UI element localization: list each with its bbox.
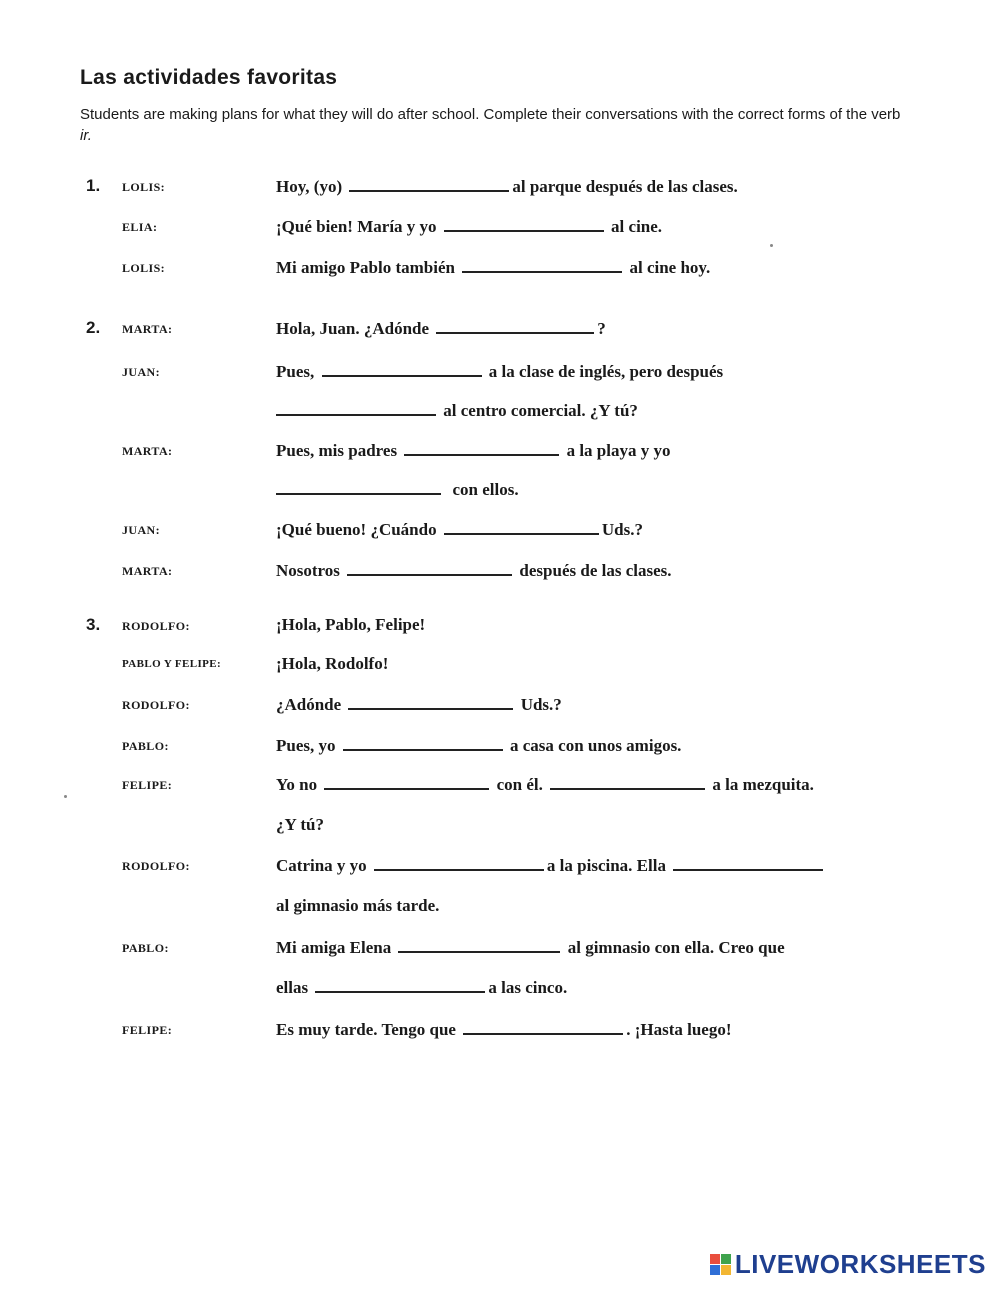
line-text: a la piscina. Ella (546, 856, 666, 875)
line-text: Es muy tarde. Tengo que (276, 1020, 456, 1039)
line-text: Mi amiga Elena (276, 938, 392, 957)
dialogue-row (0, 519, 1000, 549)
dialogue-line (276, 318, 606, 339)
speaker-label: PABLO Y FELIPE: (122, 658, 222, 670)
answer-blank[interactable] (315, 977, 485, 993)
speaker-label: MARTA: (122, 322, 173, 336)
dialogue-row (0, 318, 1000, 348)
dialogue-line: ¡Hola, Pablo, Felipe! (276, 615, 426, 634)
answer-blank[interactable] (324, 774, 489, 790)
answer-blank[interactable] (343, 735, 503, 751)
answer-blank[interactable] (463, 1019, 623, 1035)
logo-text: LIVEWORKSHEETS (734, 1249, 986, 1279)
dialogue-row (0, 694, 1000, 724)
line-text: Pues, mis padres (276, 441, 398, 460)
line-text: después de las clases. (519, 561, 672, 580)
line-text: ? (597, 319, 606, 338)
speaker-label: FELIPE: (122, 1023, 173, 1037)
answer-blank[interactable] (322, 361, 482, 377)
line-text: a la clase de inglés, pero después (488, 362, 724, 381)
line-text: ellas (276, 978, 309, 997)
speaker-label: LOLIS: (122, 180, 166, 194)
dialogue-row (0, 774, 1000, 804)
logo-square (710, 1265, 720, 1275)
line-text: al parque después de las clases. (512, 177, 738, 196)
answer-blank[interactable] (673, 855, 823, 871)
dialogue-row (0, 855, 1000, 885)
dialogue-row (0, 615, 1000, 645)
dialogue-line: ¡Hola, Rodolfo! (276, 654, 389, 673)
dialogue-row (0, 654, 1000, 684)
line-text: Mi amigo Pablo también (276, 258, 455, 277)
line-text: al gimnasio con ella. Creo que (567, 938, 785, 957)
page-title: Las actividades favoritas (80, 66, 338, 89)
dialogue-row (0, 1019, 1000, 1049)
dialogue-row (0, 815, 1000, 845)
speaker-label: MARTA: (122, 564, 173, 578)
dialogue-row (0, 896, 1000, 926)
dialogue-row (0, 176, 1000, 206)
dialogue-line (276, 216, 662, 237)
line-text: Hola, Juan. ¿Adónde (276, 319, 430, 338)
dialogue-line (276, 694, 562, 715)
dialogue-line (276, 560, 672, 581)
logo-icon (710, 1254, 731, 1275)
answer-blank[interactable] (347, 560, 512, 576)
instructions (80, 104, 910, 146)
dialogue-row (0, 400, 1000, 430)
section-number: 2. (86, 318, 101, 337)
answer-blank[interactable] (349, 176, 509, 192)
line-text: Nosotros (276, 561, 340, 580)
answer-blank[interactable] (462, 257, 622, 273)
line-text: a la mezquita. (712, 775, 814, 794)
line-text: Pues, (276, 362, 315, 381)
speaker-label: RODOLFO: (122, 859, 190, 873)
scan-speck (770, 244, 773, 247)
dialogue-row (0, 735, 1000, 765)
logo-square (721, 1265, 731, 1275)
dialogue-row (0, 440, 1000, 470)
line-text: a las cinco. (488, 978, 568, 997)
dialogue-line: ¿Y tú? (276, 815, 325, 834)
answer-blank[interactable] (276, 400, 436, 416)
line-text: con ellos. (452, 480, 519, 499)
dialogue-line (276, 479, 519, 500)
speaker-label: JUAN: (122, 523, 160, 537)
answer-blank[interactable] (550, 774, 705, 790)
logo-square (710, 1254, 720, 1264)
dialogue-row (0, 977, 1000, 1007)
answer-blank[interactable] (404, 440, 559, 456)
line-text: Uds.? (520, 695, 562, 714)
dialogue-line (276, 400, 638, 421)
speaker-label: LOLIS: (122, 261, 166, 275)
dialogue-line (276, 977, 567, 998)
instructions-text: Students are making plans for what they will do after school. Complete their conversations with the correct forms of the verb (80, 106, 901, 123)
dialogue-line (276, 257, 710, 278)
answer-blank[interactable] (276, 479, 441, 495)
line-text: ¿Adónde (276, 695, 342, 714)
line-text: Catrina y yo (276, 856, 367, 875)
line-text: . ¡Hasta luego! (626, 1020, 732, 1039)
dialogue-line (276, 1019, 732, 1040)
section-number: 1. (86, 176, 101, 195)
line-text: con él. (496, 775, 543, 794)
speaker-label: RODOLFO: (122, 619, 190, 633)
answer-blank[interactable] (436, 318, 594, 334)
dialogue-line (276, 937, 785, 958)
dialogue-row (0, 560, 1000, 590)
answer-blank[interactable] (348, 694, 513, 710)
speaker-label: PABLO: (122, 739, 169, 753)
dialogue-row (0, 361, 1000, 391)
line-text: ¡Qué bueno! ¿Cuándo (276, 520, 437, 539)
instructions-verb: ir. (80, 127, 92, 144)
dialogue-line (276, 855, 826, 876)
line-text: Pues, yo (276, 736, 336, 755)
answer-blank[interactable] (444, 216, 604, 232)
line-text: a la playa y yo (566, 441, 671, 460)
dialogue-line (276, 774, 814, 795)
dialogue-line (276, 735, 681, 756)
answer-blank[interactable] (398, 937, 560, 953)
dialogue-line (276, 361, 723, 382)
speaker-label: RODOLFO: (122, 698, 190, 712)
dialogue-line (276, 440, 670, 461)
dialogue-row (0, 257, 1000, 287)
line-text: ¡Qué bien! María y yo (276, 217, 437, 236)
line-text: Yo no (276, 775, 318, 794)
speaker-label: ELIA: (122, 220, 158, 234)
dialogue-line: al gimnasio más tarde. (276, 896, 440, 915)
logo-square (721, 1254, 731, 1264)
dialogue-line (276, 176, 738, 197)
dialogue-row (0, 479, 1000, 509)
liveworksheets-logo[interactable] (710, 1249, 986, 1280)
speaker-label: FELIPE: (122, 778, 173, 792)
speaker-label: JUAN: (122, 365, 160, 379)
section-number: 3. (86, 615, 101, 634)
dialogue-line (276, 519, 643, 540)
line-text: al cine. (611, 217, 663, 236)
speaker-label: MARTA: (122, 444, 173, 458)
line-text: Uds.? (601, 520, 643, 539)
line-text: al centro comercial. ¿Y tú? (443, 401, 638, 420)
answer-blank[interactable] (444, 519, 599, 535)
scan-speck (64, 795, 67, 798)
speaker-label: PABLO: (122, 941, 169, 955)
dialogue-row (0, 216, 1000, 246)
line-text: a casa con unos amigos. (510, 736, 682, 755)
line-text: Hoy, (yo) (276, 177, 343, 196)
answer-blank[interactable] (374, 855, 544, 871)
line-text: al cine hoy. (629, 258, 711, 277)
dialogue-row (0, 937, 1000, 967)
